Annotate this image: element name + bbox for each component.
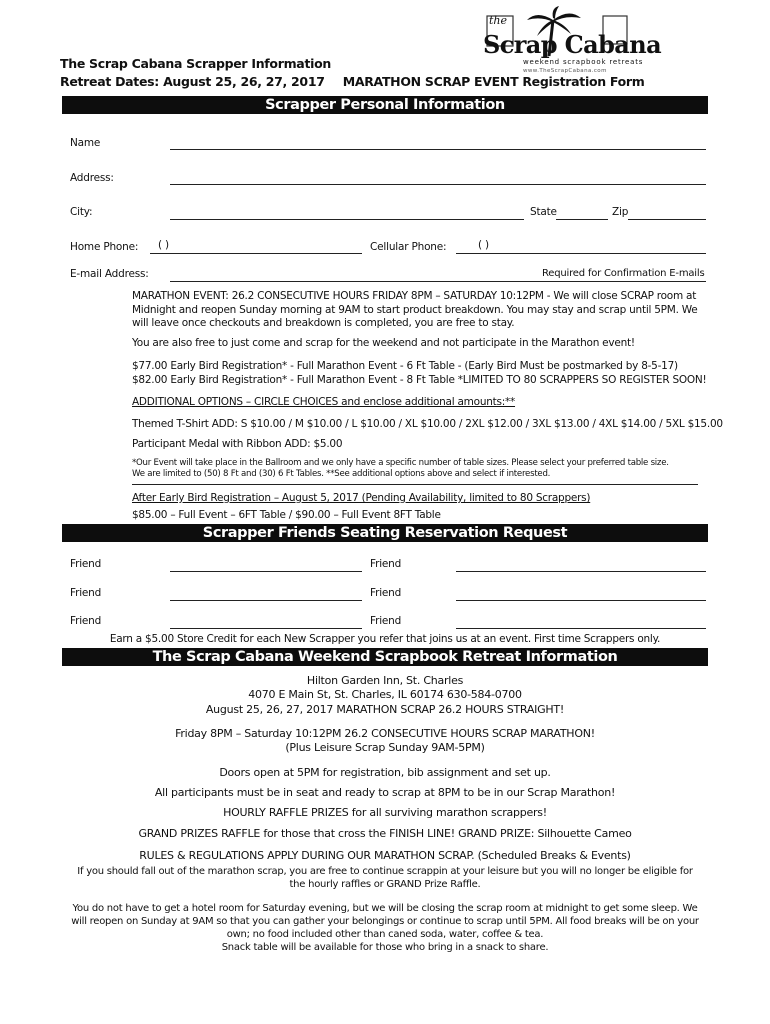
form-title: MARATHON SCRAP EVENT Registration Form [342, 74, 645, 89]
name-field[interactable] [170, 149, 706, 150]
table-note-1: *Our Event will take place in the Ballroom and we only have a specific number of table sizes. Please select your preferred table size. [132, 458, 669, 468]
friends-heading: Scrapper Friends Seating Reservation Request [62, 524, 708, 542]
friend-field[interactable] [456, 571, 706, 572]
overnight-note: You do not have to get a hotel room for Saturday evening, but we will be closing the scrap room at midnight to get some sleep. We will reopen on Sunday at 9AM so that you can gather your belongings or continue to scrap until 5PM. All food breaks will be on your own; no food included other than caned soda, water, coffee & tea. [71, 903, 699, 940]
fall-out-note: If you should fall out of the marathon scrap, you are free to continue scrappin at your leisure but you will no longer be eligible for the hourly raffles or GRAND Prize Raffle. [77, 866, 693, 890]
tshirt-options[interactable]: Themed T-Shirt ADD: S $10.00 / M $10.00 / L $10.00 / XL $10.00 / 2XL $12.00 / 3XL $13.00 / 4XL $14.00 / 5XL $15.00 [132, 418, 723, 430]
retreat-dates-line [60, 74, 645, 89]
after-early-bird-prices: $85.00 – Full Event – 6FT Table / $90.00 – Full Event 8FT Table [132, 509, 441, 521]
marathon-description: MARATHON EVENT: 26.2 CONSECUTIVE HOURS FRIDAY 8PM – SATURDAY 10:12PM - We will close SCRAP room at Midnight and reopen Sunday morning at 9AM to start product breakdown. You may stay and scrap until 5PM. We will leave once checkouts and breakdown is completed, you are free to stay. [132, 290, 698, 329]
friend-field[interactable] [170, 628, 362, 629]
home-phone-field[interactable] [150, 253, 362, 254]
event-dates: August 25, 26, 27, 2017 MARATHON SCRAP 26.2 HOURS STRAIGHT! [205, 703, 565, 716]
page-title: The Scrap Cabana Scrapper Information [60, 56, 331, 71]
hotel-address: 4070 E Main St, St. Charles, IL 60174 630-584-0700 [248, 688, 522, 701]
after-early-bird: After Early Bird Registration – August 5, 2017 (Pending Availability, limited to 80 Scrappers) [132, 492, 591, 504]
price-8ft: $82.00 Early Bird Registration* - Full Marathon Event - 8 Ft Table *LIMITED TO 80 SCRAPPERS SO REGISTER SOON! [132, 374, 707, 386]
cell-phone-paren: ( ) [478, 239, 489, 251]
friend-label: Friend [370, 615, 402, 627]
friend-field[interactable] [456, 628, 706, 629]
price-6ft: $77.00 Early Bird Registration* - Full Marathon Event - 6 Ft Table - (Early Bird Must be postmarked by 8-5-17) [132, 360, 678, 372]
logo-name: Scrap Cabana [483, 30, 662, 59]
name-label: Name [70, 137, 101, 149]
friend-field[interactable] [170, 571, 362, 572]
seating-time: All participants must be in seat and ready to scrap at 8PM to be in our Scrap Marathon! [154, 786, 616, 799]
rules: RULES & REGULATIONS APPLY DURING OUR MARATHON SCRAP. (Scheduled Breaks & Events) [139, 849, 631, 862]
city-field[interactable] [170, 219, 524, 220]
hotel-name: Hilton Garden Inn, St. Charles [306, 674, 464, 687]
dates-label: Retreat Dates: [60, 74, 159, 89]
leisure-note: You are also free to just come and scrap for the weekend and not participate in the Marathon event! [132, 337, 635, 349]
friend-field[interactable] [456, 600, 706, 601]
email-note: Required for Confirmation E-mails [542, 268, 705, 279]
hourly-raffle: HOURLY RAFFLE PRIZES for all surviving marathon scrappers! [223, 806, 547, 819]
personal-info-heading: Scrapper Personal Information [62, 96, 708, 114]
table-note-2: We are limited to (50) 8 Ft and (30) 6 Ft Tables. **See additional options above and select if interested. [132, 469, 551, 479]
zip-label: Zip [612, 206, 629, 218]
state-label: State [530, 206, 557, 218]
logo-the: the [489, 14, 508, 27]
friend-label: Friend [70, 587, 102, 599]
state-field[interactable] [556, 219, 608, 220]
friend-label: Friend [370, 587, 402, 599]
dates-value: August 25, 26, 27, 2017 [163, 74, 325, 89]
leisure-scrap: (Plus Leisure Scrap Sunday 9AM-5PM) [285, 741, 485, 754]
address-label: Address: [70, 172, 114, 184]
doors-open: Doors open at 5PM for registration, bib assignment and set up. [219, 766, 551, 779]
event-schedule: Friday 8PM – Saturday 10:12PM 26.2 CONSECUTIVE HOURS SCRAP MARATHON! [175, 727, 595, 740]
logo-url: www.TheScrapCabana.com [523, 68, 607, 74]
email-field[interactable] [170, 281, 706, 282]
city-label: City: [70, 206, 93, 218]
additional-options: ADDITIONAL OPTIONS – CIRCLE CHOICES and enclose additional amounts:** [132, 396, 516, 408]
retreat-info-heading: The Scrap Cabana Weekend Scrapbook Retreat Information [62, 648, 708, 666]
snack-note: Snack table will be available for those who bring in a snack to share. [221, 942, 549, 953]
cell-phone-field[interactable] [456, 253, 706, 254]
scrap-cabana-logo [477, 6, 662, 78]
friend-field[interactable] [170, 600, 362, 601]
home-phone-paren: ( ) [158, 239, 169, 251]
logo-tagline: weekend scrapbook retreats [523, 58, 644, 66]
friend-label: Friend [70, 558, 102, 570]
friend-label: Friend [370, 558, 402, 570]
referral-credit: Earn a $5.00 Store Credit for each New Scrapper you refer that joins us at an event. First time Scrappers only. [109, 633, 661, 645]
zip-field[interactable] [628, 219, 706, 220]
address-field[interactable] [170, 184, 706, 185]
cell-phone-label: Cellular Phone: [370, 241, 447, 253]
divider [132, 484, 698, 485]
friend-label: Friend [70, 615, 102, 627]
email-label: E-mail Address: [70, 268, 149, 280]
medal-option[interactable]: Participant Medal with Ribbon ADD: $5.00 [132, 438, 343, 450]
home-phone-label: Home Phone: [70, 241, 139, 253]
grand-prize: GRAND PRIZES RAFFLE for those that cross the FINISH LINE! GRAND PRIZE: Silhouette Cameo [138, 827, 632, 840]
